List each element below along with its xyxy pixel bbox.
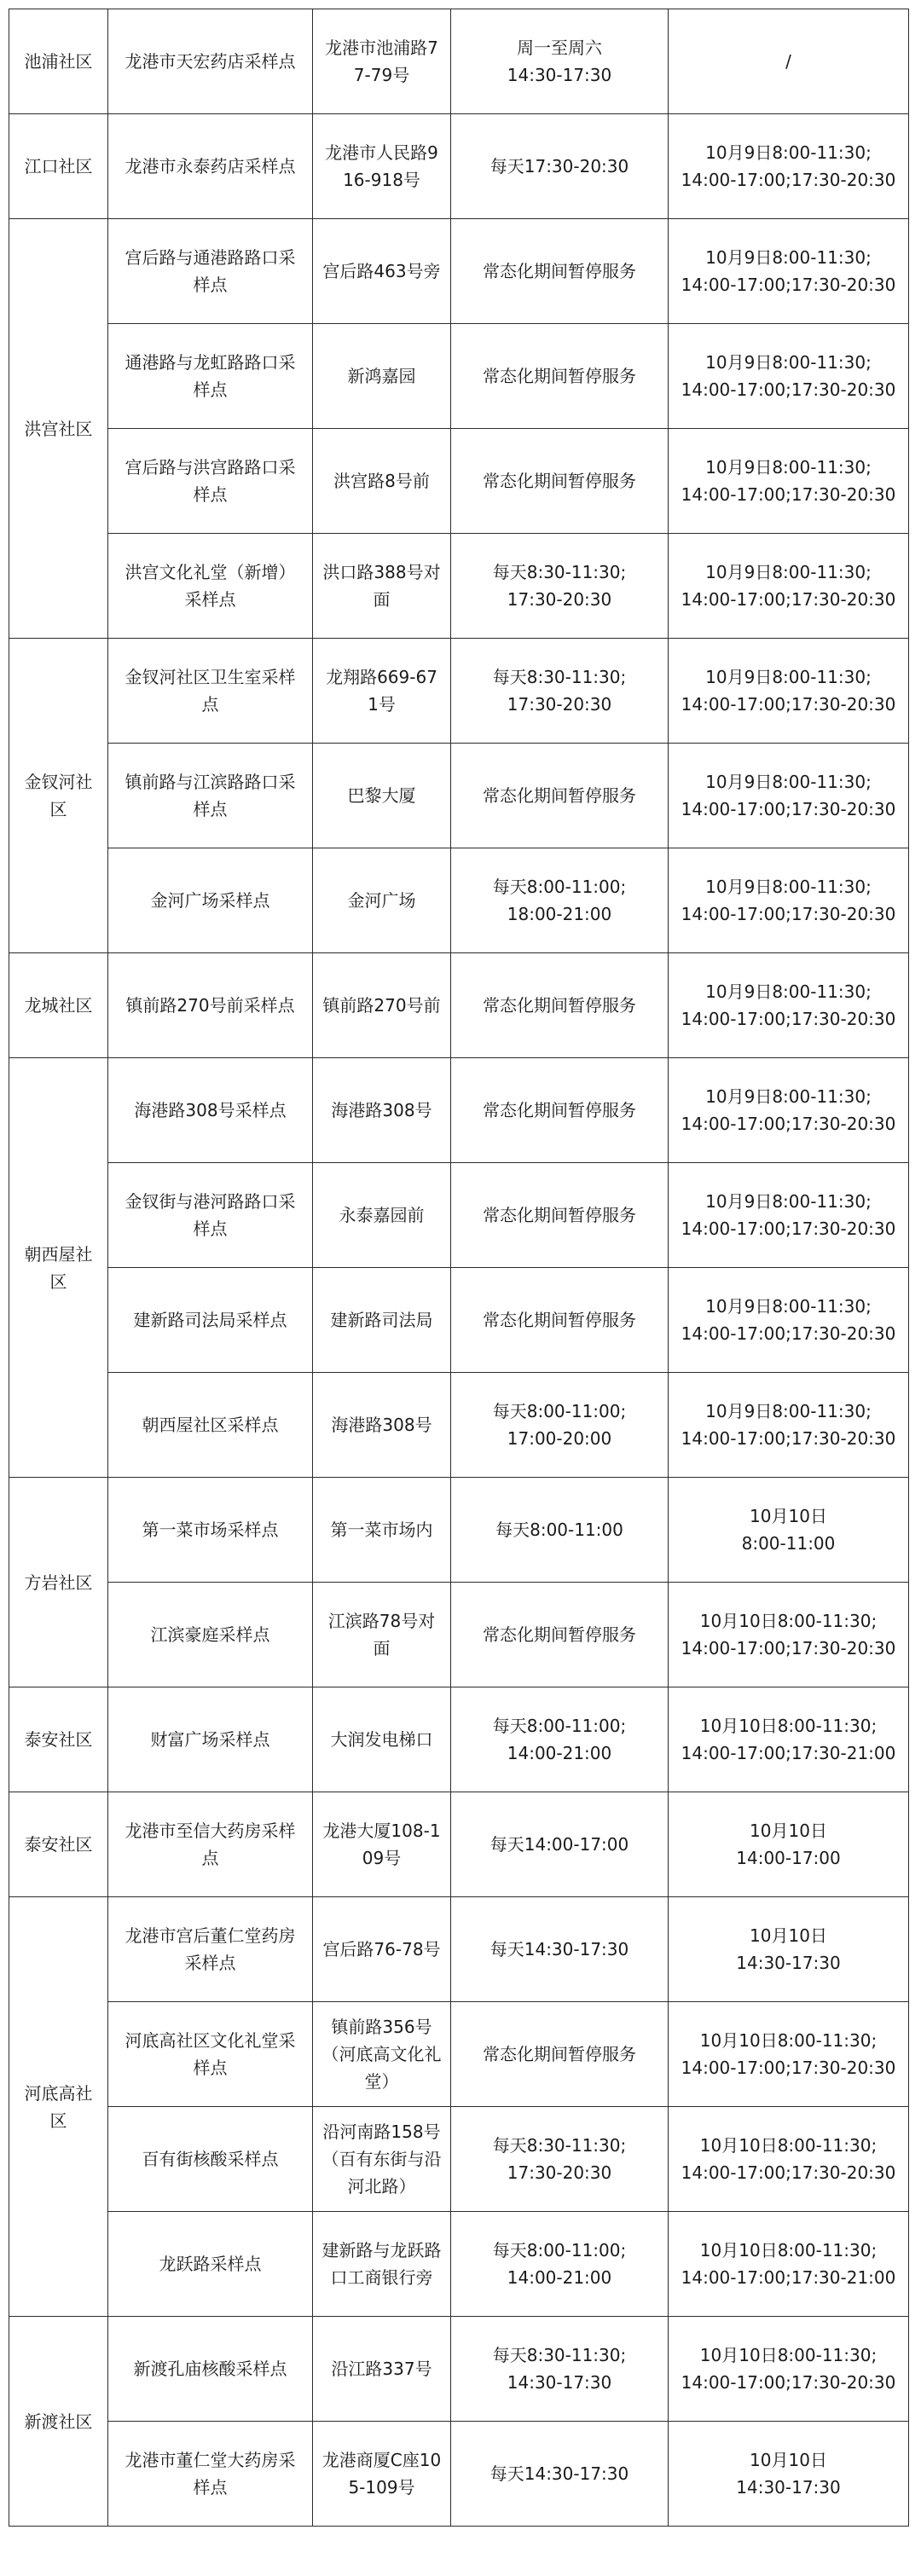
- site-name: 新渡孔庙核酸采样点: [133, 2359, 287, 2379]
- site-address: 建新路司法局: [330, 1310, 433, 1330]
- holiday-hours: 10月10日8:00-11:30; 14:00-17:00;17:30-20:30: [681, 2345, 896, 2393]
- site-name-cell: [108, 1583, 313, 1687]
- holiday-hours-cell: [669, 9, 909, 114]
- site-name: 龙港市董仁堂大药房采样点: [125, 2450, 296, 2498]
- community-name-cell: [9, 2317, 108, 2527]
- community-name: 龙城社区: [24, 995, 93, 1016]
- site-name-cell: [108, 324, 313, 429]
- routine-hours-cell: [451, 9, 669, 114]
- site-name-cell: [108, 848, 313, 953]
- table-row: [9, 1478, 909, 1583]
- routine-hours: 每天17:30-20:30: [489, 156, 629, 177]
- site-name-cell: [108, 1687, 313, 1792]
- table-row: [9, 9, 909, 114]
- holiday-hours: 10月9日8:00-11:30; 14:00-17:00;17:30-20:30: [681, 1296, 896, 1344]
- holiday-hours: 10月10日8:00-11:30; 14:00-17:00;17:30-20:30: [681, 2030, 896, 2078]
- site-name-cell: [108, 2002, 313, 2107]
- site-name-cell: [108, 2107, 313, 2212]
- site-name: 金河广场采样点: [150, 890, 270, 911]
- site-address-cell: [313, 1058, 451, 1163]
- community-name-cell: [9, 953, 108, 1058]
- site-name: 龙跃路采样点: [159, 2254, 262, 2274]
- routine-hours-cell: [451, 2212, 669, 2317]
- community-name: 方岩社区: [24, 1572, 93, 1593]
- routine-hours: 常态化期间暂停服务: [483, 1310, 636, 1330]
- site-address-cell: [313, 2212, 451, 2317]
- site-address: 金河广场: [347, 890, 416, 911]
- routine-hours: 每天8:00-11:00; 14:00-21:00: [492, 2240, 627, 2288]
- holiday-hours: 10月10日 8:00-11:00: [741, 1506, 836, 1554]
- routine-hours-cell: [451, 848, 669, 953]
- routine-hours: 常态化期间暂停服务: [483, 1624, 636, 1645]
- table-row: [9, 639, 909, 744]
- table-row: [9, 219, 909, 324]
- site-address: 镇前路270号前: [322, 995, 441, 1016]
- table-row: [9, 2422, 909, 2527]
- routine-hours: 常态化期间暂停服务: [483, 2044, 636, 2064]
- holiday-hours: 10月10日8:00-11:30; 14:00-17:00;17:30-20:30: [681, 2135, 896, 2183]
- site-address-cell: [313, 9, 451, 114]
- routine-hours-cell: [451, 1058, 669, 1163]
- routine-hours-cell: [451, 1163, 669, 1268]
- site-address: 宫后路76-78号: [322, 1939, 441, 1959]
- table-row: [9, 2317, 909, 2422]
- holiday-hours-cell: [669, 1687, 909, 1792]
- site-name: 建新路司法局采样点: [133, 1310, 287, 1330]
- site-name-cell: [108, 744, 313, 848]
- table-row: [9, 324, 909, 429]
- site-address-cell: [313, 1792, 451, 1897]
- routine-hours-cell: [451, 1478, 669, 1583]
- holiday-hours: /: [785, 51, 791, 72]
- routine-hours: 周一至周六 14:30-17:30: [507, 38, 612, 85]
- holiday-hours: 10月9日8:00-11:30; 14:00-17:00;17:30-20:30: [681, 562, 896, 610]
- table-row: [9, 2212, 909, 2317]
- site-address-cell: [313, 219, 451, 324]
- site-address: 江滨路78号对面: [327, 1611, 436, 1658]
- table-row: [9, 114, 909, 219]
- routine-hours-cell: [451, 744, 669, 848]
- site-address: 海港路308号: [331, 1100, 432, 1120]
- community-name-cell: [9, 1058, 108, 1478]
- holiday-hours: 10月10日 14:00-17:00: [736, 1821, 841, 1868]
- routine-hours-cell: [451, 1268, 669, 1373]
- routine-hours: 每天14:30-17:30: [489, 2463, 629, 2484]
- holiday-hours-cell: [669, 848, 909, 953]
- site-address-cell: [313, 2107, 451, 2212]
- site-name-cell: [108, 2317, 313, 2422]
- routine-hours: 常态化期间暂停服务: [483, 1205, 636, 1225]
- site-address: 龙港市人民路916-918号: [325, 142, 438, 190]
- routine-hours: 常态化期间暂停服务: [483, 1100, 636, 1120]
- table-row: [9, 1897, 909, 2002]
- site-address: 第一菜市场内: [330, 1520, 433, 1540]
- table-row: [9, 2107, 909, 2212]
- holiday-hours-cell: [669, 1583, 909, 1687]
- holiday-hours: 10月10日 14:30-17:30: [736, 2450, 841, 2498]
- community-name-cell: [9, 1478, 108, 1687]
- site-name: 金钗河社区卫生室采样点: [125, 667, 296, 715]
- community-name: 朝西屋社区: [24, 1243, 93, 1292]
- site-name: 财富广场采样点: [150, 1729, 270, 1750]
- routine-hours-cell: [451, 2002, 669, 2107]
- holiday-hours-cell: [669, 1058, 909, 1163]
- site-address-cell: [313, 324, 451, 429]
- routine-hours-cell: [451, 1792, 669, 1897]
- site-name: 河底高社区文化礼堂采样点: [125, 2030, 296, 2078]
- holiday-hours-cell: [669, 2212, 909, 2317]
- holiday-hours: 10月10日8:00-11:30; 14:00-17:00;17:30-21:00: [681, 2240, 896, 2288]
- site-address: 洪口路388号对面: [322, 562, 441, 610]
- routine-hours: 每天8:30-11:30; 17:30-20:30: [492, 562, 627, 610]
- site-name-cell: [108, 2212, 313, 2317]
- routine-hours-cell: [451, 2317, 669, 2422]
- site-address: 新鸿嘉园: [347, 366, 416, 386]
- table-row: [9, 1792, 909, 1897]
- site-name: 镇前路与江滨路路口采样点: [125, 772, 296, 819]
- holiday-hours: 10月10日8:00-11:30; 14:00-17:00;17:30-20:30: [681, 1611, 896, 1658]
- site-name: 洪宫文化礼堂（新增）采样点: [125, 562, 296, 610]
- site-name-cell: [108, 1792, 313, 1897]
- site-address-cell: [313, 1268, 451, 1373]
- holiday-hours: 10月10日8:00-11:30; 14:00-17:00;17:30-21:00: [681, 1716, 896, 1763]
- site-address: 沿江路337号: [331, 2359, 432, 2379]
- table-row: [9, 534, 909, 639]
- table-row: [9, 2002, 909, 2107]
- site-name-cell: [108, 114, 313, 219]
- site-name: 江滨豪庭采样点: [150, 1624, 270, 1645]
- table-row: [9, 1058, 909, 1163]
- holiday-hours-cell: [669, 2107, 909, 2212]
- site-name-cell: [108, 1058, 313, 1163]
- holiday-hours-cell: [669, 1897, 909, 2002]
- holiday-hours-cell: [669, 219, 909, 324]
- site-name-cell: [108, 219, 313, 324]
- community-name-cell: [9, 639, 108, 953]
- site-name: 龙港市永泰药店采样点: [125, 156, 296, 177]
- site-address: 龙港商厦C座105-109号: [321, 2450, 442, 2498]
- site-name: 龙港市天宏药店采样点: [125, 51, 296, 72]
- site-name-cell: [108, 1268, 313, 1373]
- holiday-hours: 10月9日8:00-11:30; 14:00-17:00;17:30-20:30: [681, 667, 896, 715]
- holiday-hours-cell: [669, 953, 909, 1058]
- site-name-cell: [108, 953, 313, 1058]
- site-address-cell: [313, 1897, 451, 2002]
- holiday-hours-cell: [669, 1268, 909, 1373]
- site-address-cell: [313, 953, 451, 1058]
- table-body: [9, 9, 909, 2527]
- routine-hours: 每天8:00-11:00: [495, 1520, 623, 1540]
- holiday-hours-cell: [669, 2317, 909, 2422]
- routine-hours: 常态化期间暂停服务: [483, 785, 636, 806]
- site-address: 巴黎大厦: [347, 785, 416, 806]
- site-name-cell: [108, 1373, 313, 1478]
- site-address-cell: [313, 1583, 451, 1687]
- community-name-cell: [9, 219, 108, 639]
- site-name-cell: [108, 1163, 313, 1268]
- site-address-cell: [313, 1373, 451, 1478]
- community-name: 新渡社区: [24, 2411, 93, 2432]
- site-address-cell: [313, 848, 451, 953]
- holiday-hours-cell: [669, 324, 909, 429]
- community-name-cell: [9, 114, 108, 219]
- table-row: [9, 1687, 909, 1792]
- site-address: 永泰嘉园前: [339, 1205, 425, 1225]
- site-name-cell: [108, 1478, 313, 1583]
- site-address: 宫后路463号旁: [322, 261, 441, 281]
- site-address: 大润发电梯口: [330, 1729, 433, 1750]
- site-name-cell: [108, 2422, 313, 2527]
- site-name: 朝西屋社区采样点: [142, 1415, 279, 1435]
- community-name-cell: [9, 1897, 108, 2317]
- holiday-hours: 10月9日8:00-11:30; 14:00-17:00;17:30-20:30: [681, 1191, 896, 1239]
- site-address-cell: [313, 114, 451, 219]
- routine-hours-cell: [451, 2107, 669, 2212]
- holiday-hours-cell: [669, 2002, 909, 2107]
- community-name: 金钗河社区: [24, 772, 93, 819]
- holiday-hours: 10月9日8:00-11:30; 14:00-17:00;17:30-20:30: [681, 457, 896, 505]
- site-name: 百有街核酸采样点: [142, 2149, 279, 2169]
- holiday-hours: 10月9日8:00-11:30; 14:00-17:00;17:30-20:30: [681, 772, 896, 819]
- community-name: 洪宫社区: [24, 418, 93, 439]
- site-address-cell: [313, 2002, 451, 2107]
- site-name-cell: [108, 534, 313, 639]
- site-name-cell: [108, 429, 313, 534]
- table-row: [9, 1583, 909, 1687]
- routine-hours: 常态化期间暂停服务: [483, 995, 636, 1016]
- site-name: 龙港市至信大药房采样点: [125, 1821, 296, 1868]
- table-row: [9, 1373, 909, 1478]
- site-name: 宫后路与洪宫路路口采样点: [125, 457, 296, 505]
- holiday-hours: 10月9日8:00-11:30; 14:00-17:00;17:30-20:30: [681, 981, 896, 1029]
- site-address-cell: [313, 2317, 451, 2422]
- testing-site-table: [9, 9, 909, 2527]
- site-name-cell: [108, 639, 313, 744]
- routine-hours-cell: [451, 1687, 669, 1792]
- site-address-cell: [313, 1163, 451, 1268]
- community-name-cell: [9, 9, 108, 114]
- holiday-hours: 10月9日8:00-11:30; 14:00-17:00;17:30-20:30: [681, 247, 896, 295]
- community-name: 泰安社区: [24, 1834, 93, 1855]
- holiday-hours-cell: [669, 744, 909, 848]
- site-address: 镇前路356号（河底高文化礼堂）: [321, 2017, 442, 2092]
- table-row: [9, 953, 909, 1058]
- site-name: 龙港市宫后董仁堂药房采样点: [125, 1925, 296, 1973]
- site-name: 通港路与龙虹路路口采样点: [125, 352, 296, 400]
- holiday-hours: 10月10日 14:30-17:30: [736, 1925, 841, 1973]
- site-address: 龙港市池浦路77-79号: [325, 38, 438, 85]
- site-address: 建新路与龙跃路口工商银行旁: [321, 2240, 442, 2288]
- holiday-hours-cell: [669, 1478, 909, 1583]
- table-row: [9, 744, 909, 848]
- community-name: 泰安社区: [24, 1729, 93, 1750]
- site-name: 第一菜市场采样点: [142, 1520, 279, 1540]
- site-address-cell: [313, 1687, 451, 1792]
- holiday-hours-cell: [669, 639, 909, 744]
- site-name: 宫后路与通港路路口采样点: [125, 247, 296, 295]
- routine-hours-cell: [451, 2422, 669, 2527]
- table-row: [9, 848, 909, 953]
- routine-hours: 每天8:30-11:30; 17:30-20:30: [492, 667, 627, 715]
- holiday-hours-cell: [669, 534, 909, 639]
- table-row: [9, 1163, 909, 1268]
- routine-hours-cell: [451, 219, 669, 324]
- routine-hours: 每天14:30-17:30: [489, 1939, 629, 1959]
- routine-hours: 每天8:30-11:30; 17:30-20:30: [492, 2135, 627, 2183]
- holiday-hours-cell: [669, 1163, 909, 1268]
- site-name: 海港路308号采样点: [134, 1100, 287, 1120]
- routine-hours-cell: [451, 114, 669, 219]
- holiday-hours-cell: [669, 2422, 909, 2527]
- holiday-hours-cell: [669, 1792, 909, 1897]
- holiday-hours: 10月9日8:00-11:30; 14:00-17:00;17:30-20:30: [681, 877, 896, 924]
- site-name-cell: [108, 9, 313, 114]
- routine-hours: 每天8:00-11:00; 14:00-21:00: [492, 1716, 627, 1763]
- site-address: 海港路308号: [331, 1415, 432, 1435]
- site-name: 金钗街与港河路路口采样点: [125, 1191, 296, 1239]
- routine-hours: 每天8:30-11:30; 14:30-17:30: [492, 2345, 627, 2393]
- site-address-cell: [313, 744, 451, 848]
- site-address-cell: [313, 1478, 451, 1583]
- routine-hours-cell: [451, 1583, 669, 1687]
- site-address-cell: [313, 2422, 451, 2527]
- routine-hours-cell: [451, 1373, 669, 1478]
- routine-hours: 常态化期间暂停服务: [483, 261, 636, 281]
- community-name: 河底高社区: [24, 2082, 93, 2131]
- routine-hours-cell: [451, 324, 669, 429]
- community-name: 江口社区: [24, 156, 93, 177]
- community-name-cell: [9, 1687, 108, 1792]
- routine-hours: 每天14:00-17:00: [489, 1834, 629, 1855]
- routine-hours: 每天8:00-11:00; 18:00-21:00: [492, 877, 627, 924]
- community-name: 池浦社区: [24, 51, 93, 72]
- holiday-hours-cell: [669, 429, 909, 534]
- site-address: 沿河南路158号（百有东街与沿河北路）: [321, 2122, 442, 2197]
- site-name-cell: [108, 1897, 313, 2002]
- routine-hours: 每天8:00-11:00; 17:00-20:00: [492, 1401, 627, 1449]
- routine-hours-cell: [451, 1897, 669, 2002]
- routine-hours: 常态化期间暂停服务: [483, 366, 636, 386]
- routine-hours-cell: [451, 639, 669, 744]
- holiday-hours: 10月9日8:00-11:30; 14:00-17:00;17:30-20:30: [681, 142, 896, 190]
- site-address-cell: [313, 639, 451, 744]
- routine-hours: 常态化期间暂停服务: [483, 471, 636, 491]
- holiday-hours: 10月9日8:00-11:30; 14:00-17:00;17:30-20:30: [681, 1086, 896, 1134]
- community-name-cell: [9, 1792, 108, 1897]
- holiday-hours: 10月9日8:00-11:30; 14:00-17:00;17:30-20:30: [681, 1401, 896, 1449]
- site-address-cell: [313, 429, 451, 534]
- site-name: 镇前路270号前采样点: [125, 995, 295, 1016]
- routine-hours-cell: [451, 953, 669, 1058]
- site-address: 龙翔路669-671号: [326, 667, 437, 715]
- site-address-cell: [313, 534, 451, 639]
- table-row: [9, 1268, 909, 1373]
- table-row: [9, 429, 909, 534]
- holiday-hours-cell: [669, 114, 909, 219]
- site-address: 龙港大厦108-109号: [322, 1821, 441, 1868]
- holiday-hours: 10月9日8:00-11:30; 14:00-17:00;17:30-20:30: [681, 352, 896, 400]
- routine-hours-cell: [451, 429, 669, 534]
- site-address: 洪宫路8号前: [333, 471, 430, 491]
- routine-hours-cell: [451, 534, 669, 639]
- holiday-hours-cell: [669, 1373, 909, 1478]
